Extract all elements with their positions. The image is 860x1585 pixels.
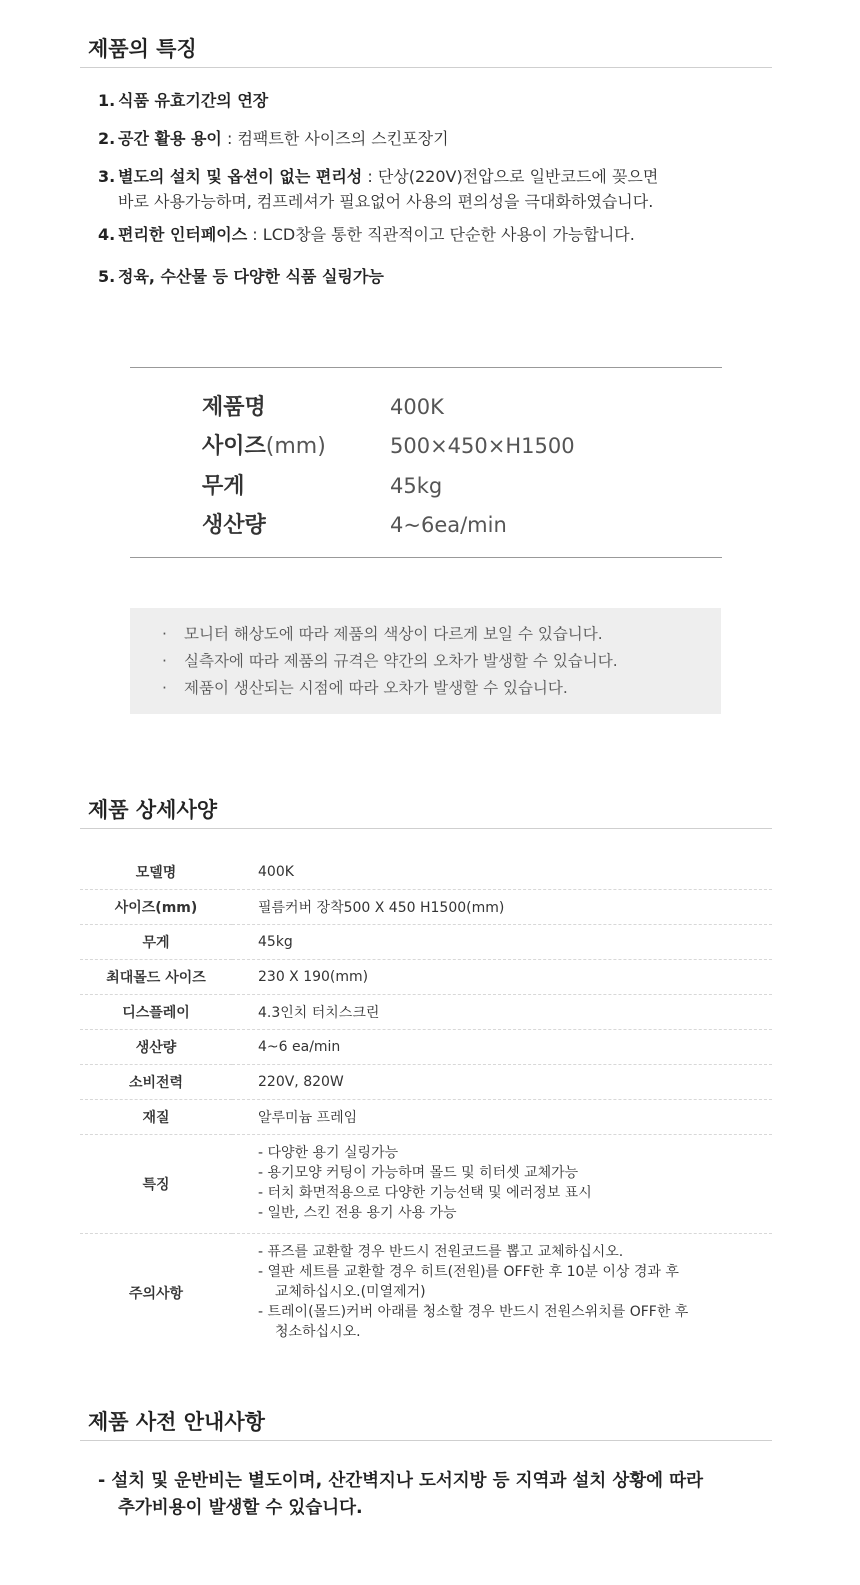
spec-value: 45kg (232, 925, 772, 960)
section-divider (80, 828, 772, 829)
summary-label: 생산량 (202, 513, 266, 538)
summary-row-weight (202, 469, 442, 500)
summary-spec-box (130, 367, 722, 558)
feature-title: 공간 활용 용이 (118, 129, 222, 148)
section-title-specs: 제품 상세사양 (88, 798, 218, 822)
section-divider (80, 67, 772, 68)
feature-item (98, 88, 768, 113)
feature-item (98, 126, 768, 151)
spec-label: 재질 (80, 1100, 232, 1135)
spec-label: 최대몰드 사이즈 (80, 960, 232, 995)
caution-line: - 퓨즈를 교환할 경우 반드시 전원코드를 뽑고 교체하십시오. (258, 1244, 624, 1260)
feature-number: 5. (98, 267, 116, 286)
spec-label: 모델명 (80, 855, 232, 890)
bullet: · (162, 679, 167, 697)
summary-value: 4~6ea/min (390, 513, 507, 537)
summary-value: 400K (390, 395, 444, 419)
section-title-features: 제품의 특징 (88, 37, 197, 61)
guide-line: - 설치 및 운반비는 별도이며, 산간벽지나 도서지방 등 지역과 설치 상황에 따라 (98, 1471, 703, 1491)
feature-title: 편리한 인터페이스 (118, 225, 248, 244)
notice-item: · 제품이 생산되는 시점에 따라 오차가 발생할 수 있습니다. (162, 675, 618, 702)
spec-value: 400K (232, 855, 772, 890)
spec-label: 주의사항 (128, 1286, 184, 1302)
table-row (80, 960, 772, 995)
feature-description: : 단상(220V)전압으로 일반코드에 꽂으면 (362, 167, 659, 186)
feature-line: - 터치 화면적용으로 다양한 기능선택 및 에러정보 표시 (258, 1185, 592, 1201)
feature-title: 식품 유효기간의 연장 (118, 91, 269, 110)
bullet: · (162, 652, 167, 670)
table-row (80, 925, 772, 960)
spec-value: 4.3인치 터치스크린 (232, 995, 772, 1030)
summary-row-size (202, 429, 575, 460)
caution-line: - 트레이(몰드)커버 아래를 청소할 경우 반드시 전원스위치를 OFF한 후 (258, 1304, 689, 1320)
summary-label: 사이즈(mm) (202, 434, 326, 459)
summary-label: 무게 (202, 474, 245, 499)
spec-value-list (232, 1234, 772, 1353)
feature-description: : 컴팩트한 사이즈의 스킨포장기 (221, 129, 449, 148)
feature-title: 정육, 수산물 등 다양한 식품 실링가능 (118, 267, 384, 286)
summary-value: 45kg (390, 474, 443, 498)
notice-box (130, 608, 721, 714)
spec-value: 230 X 190(mm) (232, 960, 772, 995)
table-row-caution (80, 1234, 772, 1353)
guide-line: 추가비용이 발생할 수 있습니다. (118, 1498, 363, 1518)
feature-number: 1. (98, 91, 116, 110)
notice-item: · 실측자에 따라 제품의 규격은 약간의 오차가 발생할 수 있습니다. (162, 648, 618, 675)
feature-line: - 용기모양 커팅이 가능하며 몰드 및 히터셋 교체가능 (258, 1165, 579, 1181)
feature-item (98, 222, 768, 247)
notice-item: · 모니터 해상도에 따라 제품의 색상이 다르게 보일 수 있습니다. (162, 621, 618, 648)
spec-label: 사이즈(mm) (80, 890, 232, 925)
spec-label: 무게 (80, 925, 232, 960)
spec-label: 소비전력 (80, 1065, 232, 1100)
feature-line: - 다양한 용기 실링가능 (258, 1145, 399, 1161)
caution-line: 청소하십시오. (275, 1324, 361, 1340)
summary-value: 500×450×H1500 (390, 434, 575, 458)
guide-text (98, 1468, 703, 1522)
spec-label: 디스플레이 (80, 995, 232, 1030)
bullet: · (162, 625, 167, 643)
feature-number: 2. (98, 129, 116, 148)
feature-description-continued: 바로 사용가능하며, 컴프레셔가 필요없어 사용의 편의성을 극대화하였습니다. (118, 192, 654, 211)
spec-label: 생산량 (80, 1030, 232, 1065)
spec-value: 알루미늄 프레임 (232, 1100, 772, 1135)
caution-line: 교체하십시오.(미열제거) (275, 1284, 426, 1300)
feature-title: 별도의 설치 및 옵션이 없는 편리성 (118, 167, 363, 186)
caution-line: - 열판 세트를 교환할 경우 히트(전원)를 OFF한 후 10분 이상 경과 후 (258, 1264, 679, 1280)
table-row (80, 1100, 772, 1135)
summary-row-output (202, 508, 507, 539)
spec-value: 220V, 820W (232, 1065, 772, 1100)
spec-label: 특징 (80, 1135, 232, 1234)
spec-table (80, 855, 772, 1352)
table-row (80, 890, 772, 925)
feature-number: 4. (98, 225, 116, 244)
feature-item (98, 264, 768, 289)
table-row-features (80, 1135, 772, 1234)
section-title-guide: 제품 사전 안내사항 (88, 1410, 265, 1434)
spec-value-list (232, 1135, 772, 1234)
table-row (80, 1030, 772, 1065)
table-row (80, 855, 772, 890)
feature-list (98, 88, 768, 289)
feature-description: : LCD창을 통한 직관적이고 단순한 사용이 가능합니다. (247, 225, 635, 244)
table-row (80, 995, 772, 1030)
table-row (80, 1065, 772, 1100)
spec-value: 4~6 ea/min (232, 1030, 772, 1065)
feature-number: 3. (98, 167, 116, 186)
feature-line: - 일반, 스킨 전용 용기 사용 가능 (258, 1205, 457, 1221)
feature-item (98, 164, 768, 214)
summary-label: 제품명 (202, 395, 266, 420)
summary-row-product-name (202, 390, 444, 421)
section-divider (80, 1440, 772, 1441)
spec-value: 필름커버 장착500 X 450 H1500(mm) (232, 890, 772, 925)
